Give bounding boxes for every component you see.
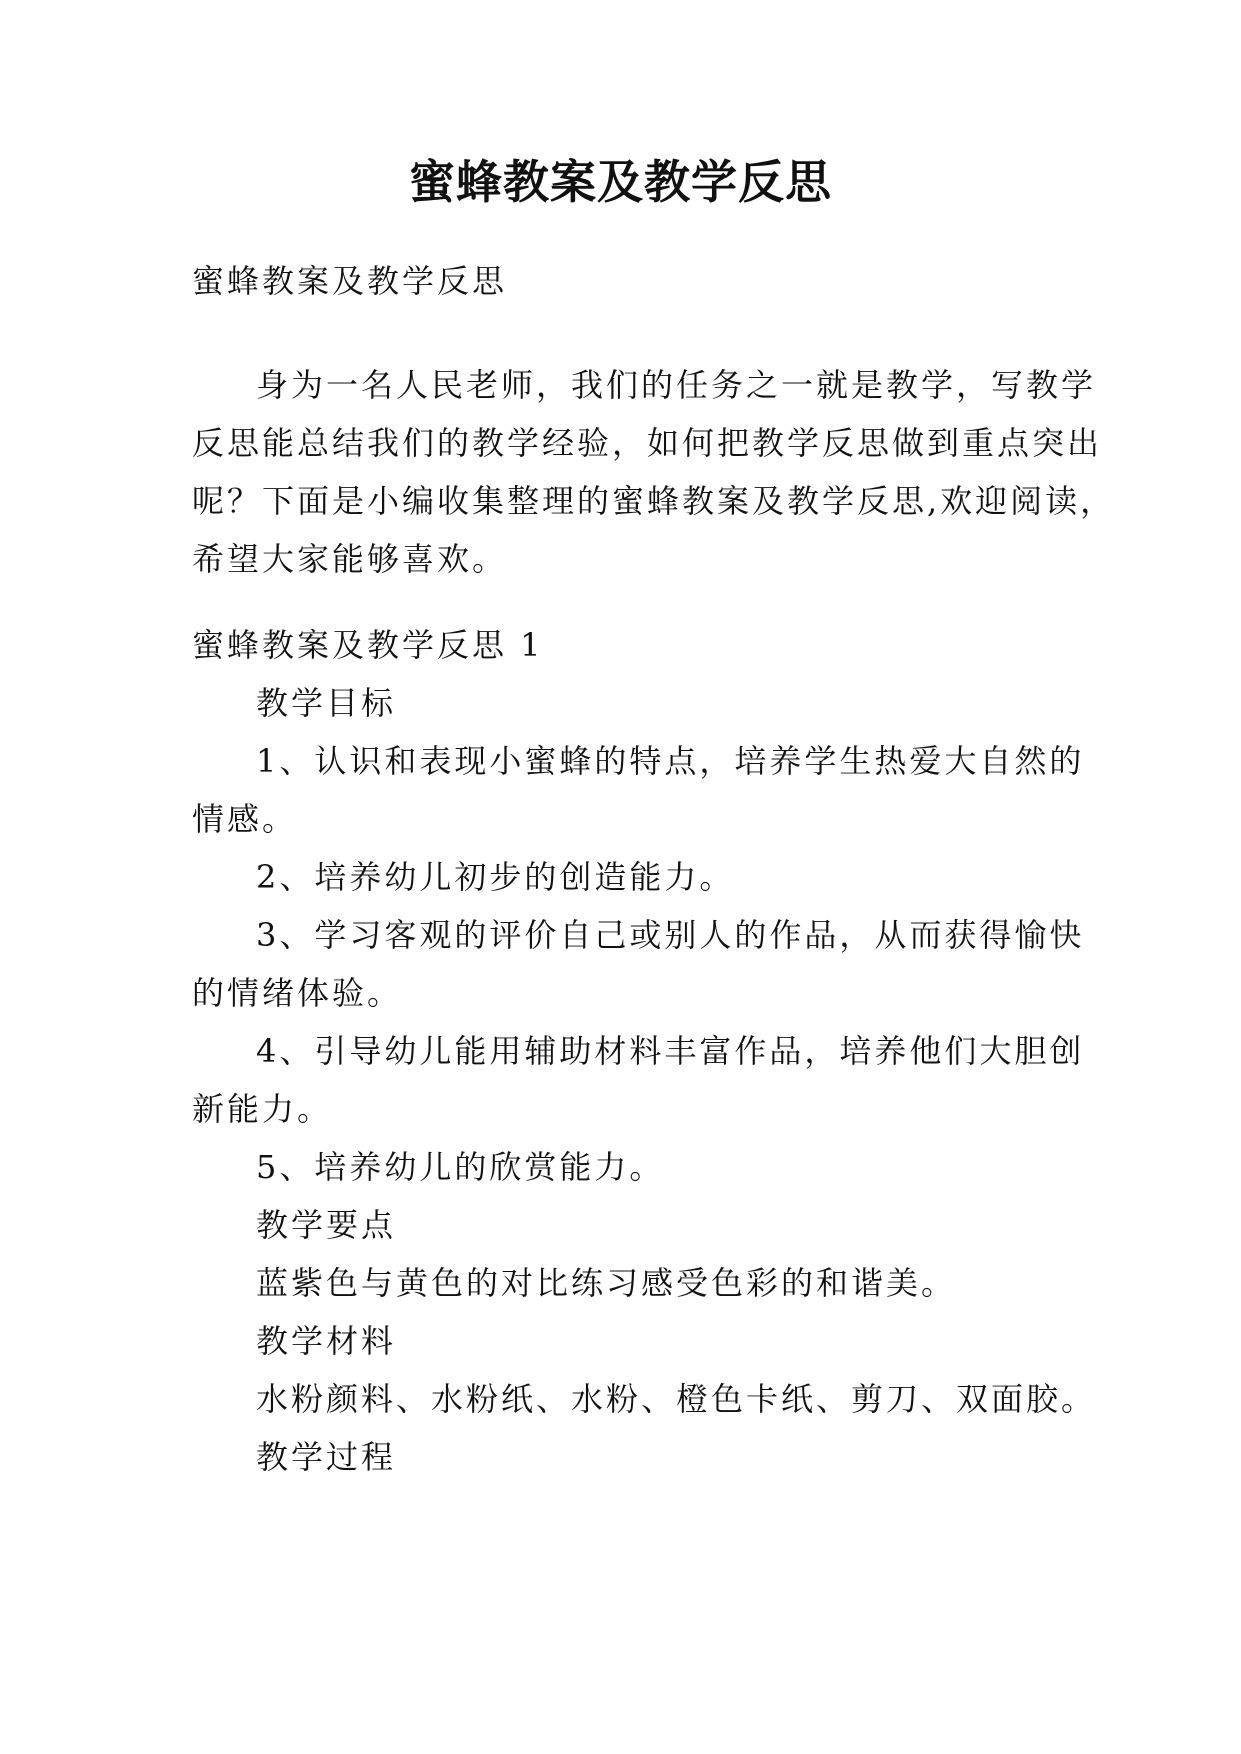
section-line: 2、培养幼儿初步的创造能力。 bbox=[256, 858, 735, 896]
intro-line: 希望大家能够喜欢。 bbox=[192, 540, 508, 578]
section-line: 1、认识和表现小蜜蜂的特点，培养学生热爱大自然的 bbox=[256, 742, 1085, 780]
intro-line: 呢？下面是小编收集整理的蜜蜂教案及教学反思,欢迎阅读， bbox=[192, 482, 1116, 520]
section-1 bbox=[192, 616, 1097, 1486]
section-line: 教学要点 bbox=[256, 1206, 397, 1244]
section-heading: 蜜蜂教案及教学反思 1 bbox=[192, 626, 544, 664]
section-line: 3、学习客观的评价自己或别人的作品，从而获得愉快 bbox=[256, 916, 1085, 954]
section-line: 4、引导幼儿能用辅助材料丰富作品，培养他们大胆创 bbox=[256, 1032, 1085, 1070]
section-line: 蓝紫色与黄色的对比练习感受色彩的和谐美。 bbox=[256, 1264, 957, 1302]
section-line: 的情绪体验。 bbox=[192, 974, 403, 1012]
section-line: 新能力。 bbox=[192, 1090, 333, 1128]
intro-line: 身为一名人民老师，我们的任务之一就是教学，写教学 bbox=[256, 366, 1097, 404]
section-line: 水粉颜料、水粉纸、水粉、橙色卡纸、剪刀、双面胶。 bbox=[256, 1380, 1097, 1418]
subtitle-text: 蜜蜂教案及教学反思 bbox=[192, 262, 508, 300]
section-line: 5、培养幼儿的欣赏能力。 bbox=[256, 1148, 665, 1186]
document-title: 蜜蜂教案及教学反思 bbox=[409, 155, 832, 209]
section-line: 教学材料 bbox=[256, 1322, 397, 1360]
intro-paragraph bbox=[192, 356, 1116, 588]
intro-line: 反思能总结我们的教学经验，如何把教学反思做到重点突出 bbox=[192, 424, 1103, 462]
section-line: 教学目标 bbox=[256, 684, 397, 722]
section-line: 情感。 bbox=[192, 800, 298, 838]
subtitle bbox=[192, 252, 1052, 310]
section-line: 教学过程 bbox=[256, 1438, 397, 1476]
